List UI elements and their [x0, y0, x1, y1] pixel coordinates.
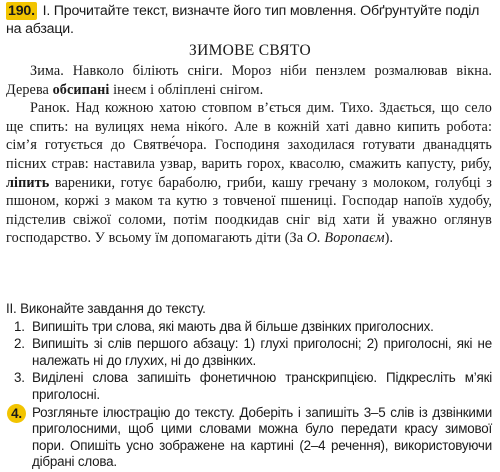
- p1-part-b: інеєм і обліплені снігом.: [109, 81, 264, 98]
- task-number-badge: 4.: [7, 404, 26, 423]
- p2-part-b: вареники, готує бараболю, гриби, кашу гречану з молоком, голубці з пшоном, коржі з маком та кутю з товченої пшениці. Господар напоїв худобу, підстелив свіжої соломи, потім поодкидав сніг від хати й уважно оглянув господарство. У всьому їм допомагають діти (За: [6, 174, 492, 247]
- paragraph-2: [6, 99, 492, 248]
- task-list: [6, 319, 492, 471]
- exercise-number: 190.: [8, 3, 35, 19]
- exercise-instruction-text: І. Прочитайте текст, визначте його тип мовлення. Обґрунтуйте поділ на абзаци.: [6, 3, 480, 37]
- paragraph-1: [6, 62, 492, 99]
- task-number: 2.: [14, 336, 25, 352]
- task-item-4: [6, 405, 492, 471]
- exercise-instruction: [6, 2, 492, 38]
- task-item-3: [6, 370, 492, 403]
- text-title: ЗИМОВЕ СВЯТО: [189, 42, 311, 59]
- author-name: О. Воропаєм: [306, 230, 385, 247]
- task-text: Розгляньте ілюстрацію до тексту. Доберіть і запишіть 3–5 слів із дзвінкими приголосними, щоб цими словами можна було передати красу зимової пори. Опишіть усно зображене на картині (2–4 речення), використовуючи дібрані слова.: [32, 404, 492, 470]
- reading-text: [6, 62, 492, 248]
- highlighted-word-lypyt: ліпить: [6, 174, 50, 191]
- task-number: 1.: [14, 318, 25, 334]
- task-item-2: [6, 336, 492, 369]
- p2-part-a: Ранок. Над кожною хатою стовпом в’ється дим. Тихо. Здається, що село ще спить: на вулицях нема ніко́го. Але в кожній хаті давно кипить робота: сім’я готується до Святве́чора. Господиня заходилася готувати дванадцять пісних страв: наставила узвар, варить горох, квасолю, смажить капусту, рибу,: [6, 100, 492, 172]
- task-number: 3.: [14, 370, 25, 386]
- p1-part-a: Зима. Навколо біліють сніги. Мороз ніби пензлем розмалював вікна. Дерева: [6, 63, 492, 98]
- task-text: Випишіть три слова, які мають два й більше дзвінких приголосних.: [32, 318, 434, 334]
- task-text: Випишіть зі слів першого абзацу: 1) глухі приголосні; 2) приголосні, які не належать ні до глухих, ні до дзвінких.: [32, 336, 492, 368]
- tasks-lead: ІІ. Виконайте завдання до тексту.: [6, 301, 206, 316]
- p2-part-c: ).: [384, 230, 394, 247]
- task-item-1: [6, 319, 492, 336]
- task-text: Виділені слова запишіть фонетичною транскрипцією. Підкресліть м’які приголосні.: [32, 370, 492, 402]
- task-list-section: [6, 301, 492, 472]
- highlighted-word-obsypani: обсипані: [52, 81, 110, 98]
